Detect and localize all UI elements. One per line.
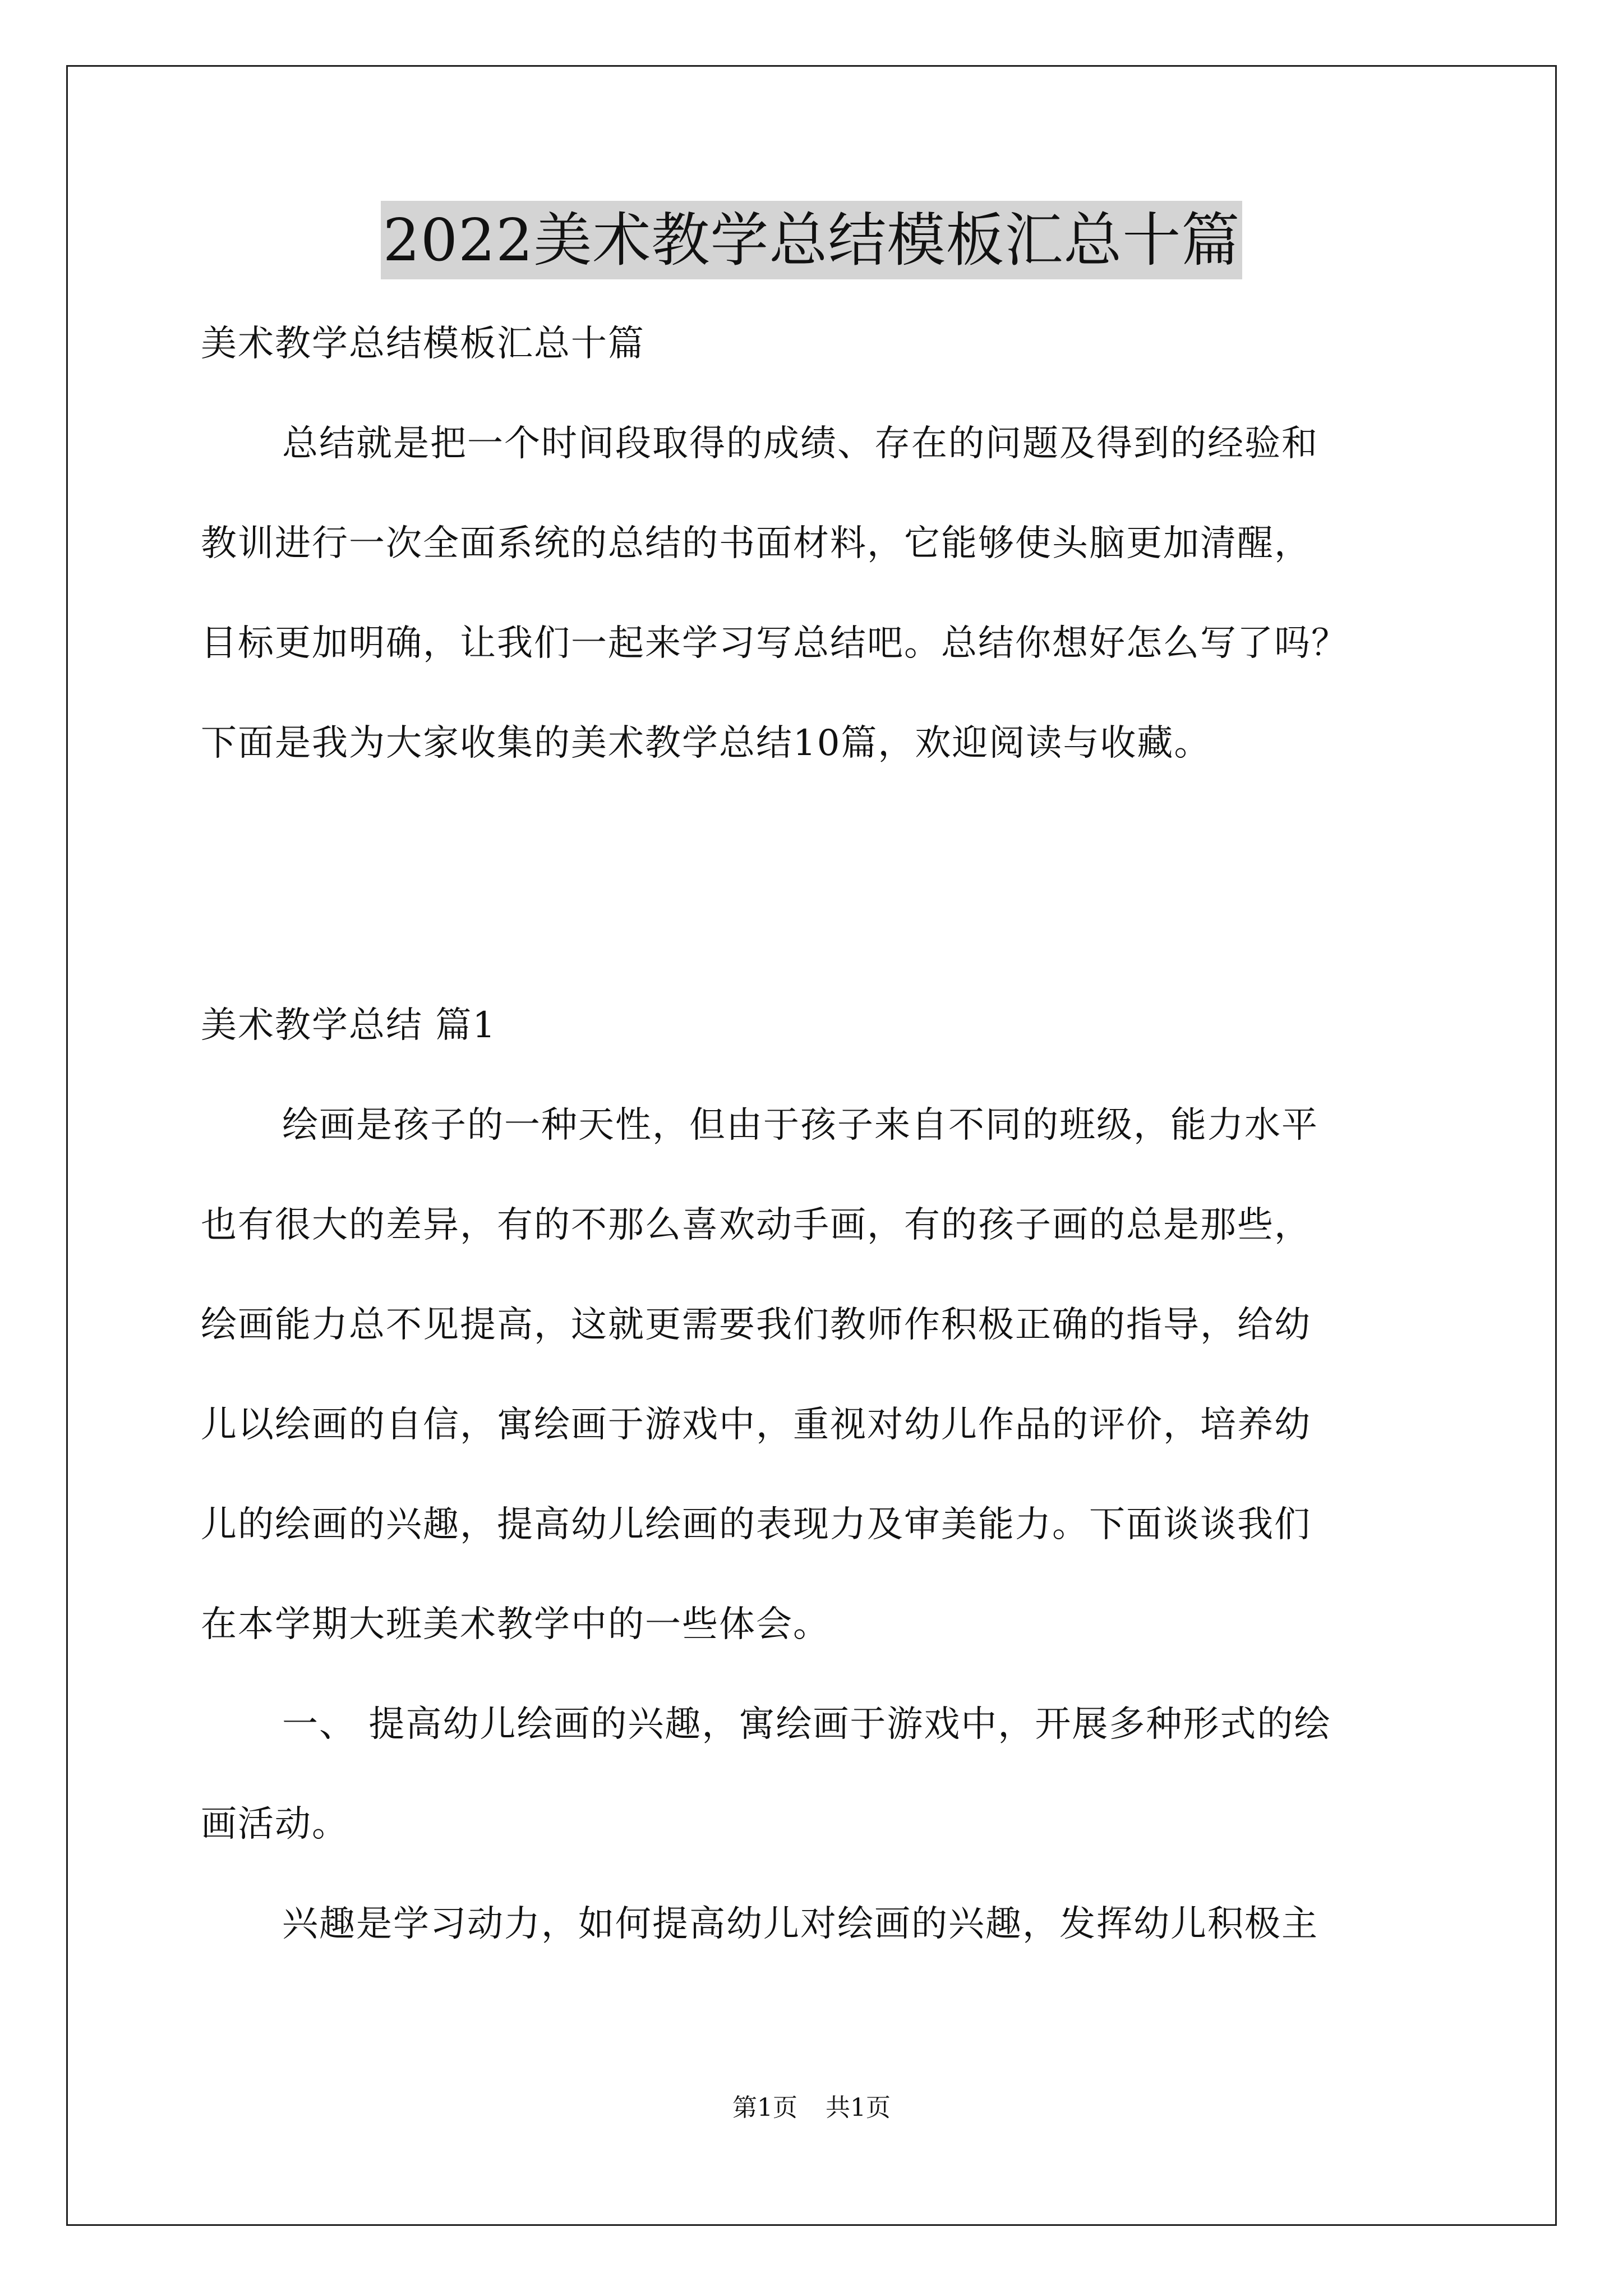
section-para-line: 在本学期大班美术教学中的一些体会。 <box>201 1604 830 1645</box>
intro-line: 教训进行一次全面系统的总结的书面材料，它能够使头脑更加清醒， <box>201 523 1311 564</box>
total-pages: 共1页 <box>826 2093 891 2122</box>
intro-line: 下面是我为大家收集的美术教学总结10篇，欢迎阅读与收藏。 <box>201 723 1211 764</box>
document-title: 2022美术教学总结模板汇总十篇 <box>381 201 1243 279</box>
document-subtitle: 美术教学总结模板汇总十篇 <box>201 323 645 365</box>
point-line: 一、 提高幼儿绘画的兴趣，寓绘画于游戏中，开展多种形式的绘 <box>282 1704 1331 1745</box>
page-footer <box>0 2091 1623 2125</box>
intro-line: 目标更加明确，让我们一起来学习写总结吧。总结你想好怎么写了吗？ <box>201 623 1348 664</box>
section-para-line: 绘画能力总不见提高，这就更需要我们教师作积极正确的指导，给幼 <box>201 1304 1311 1346</box>
intro-line: 总结就是把一个时间段取得的成绩、存在的问题及得到的经验和 <box>282 423 1318 464</box>
point-line: 画活动。 <box>201 1803 349 1845</box>
section-para-line: 也有很大的差异，有的不那么喜欢动手画，有的孩子画的总是那些， <box>201 1204 1311 1246</box>
section-heading: 美术教学总结 篇1 <box>201 1005 497 1046</box>
title-wrapper <box>0 201 1623 279</box>
section-para-line: 儿的绘画的兴趣，提高幼儿绘画的表现力及审美能力。下面谈谈我们 <box>201 1504 1311 1545</box>
section-para-line: 兴趣是学习动力，如何提高幼儿对绘画的兴趣，发挥幼儿积极主 <box>282 1903 1318 1945</box>
section-para-line: 儿以绘画的自信，寓绘画于游戏中，重视对幼儿作品的评价，培养幼 <box>201 1404 1311 1446</box>
section-para-line: 绘画是孩子的一种天性，但由于孩子来自不同的班级，能力水平 <box>282 1105 1318 1146</box>
page-number: 第1页 <box>732 2093 797 2122</box>
